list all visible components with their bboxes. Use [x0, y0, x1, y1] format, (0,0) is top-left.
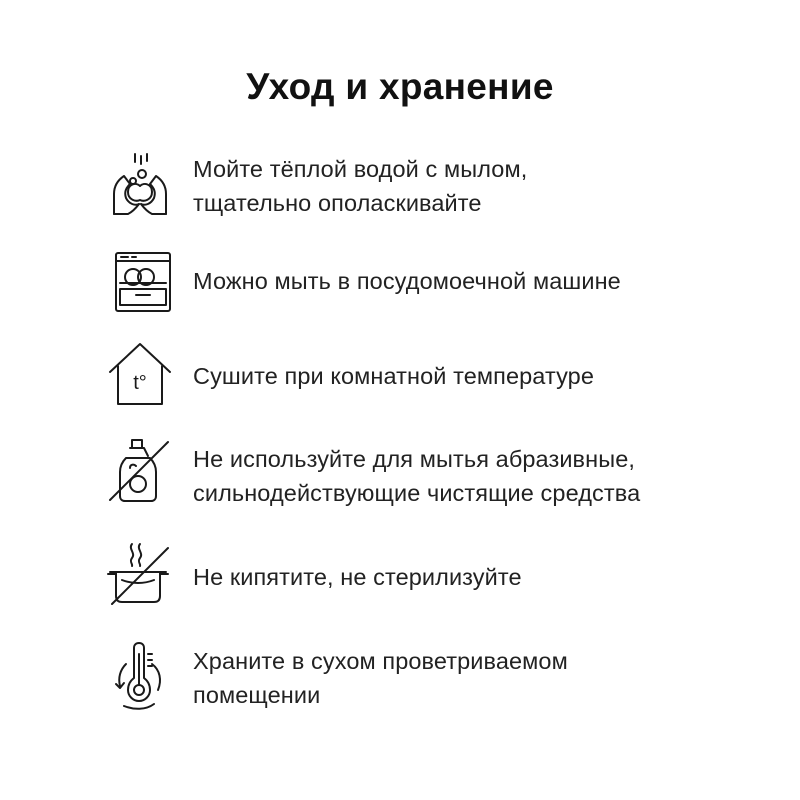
care-item-no-boiling — [106, 540, 746, 610]
care-item-line: Не кипятите, не стерилизуйте — [193, 564, 522, 590]
care-item-dry-storage — [106, 640, 746, 710]
no-boiling-icon — [106, 540, 172, 610]
care-item-dishwasher — [106, 247, 746, 317]
care-item-line: Храните в сухом проветриваемом — [193, 648, 568, 674]
care-item-text — [193, 644, 568, 712]
care-item-hand-wash — [106, 152, 746, 222]
house-temperature-label: t° — [133, 372, 147, 394]
care-item-text — [193, 359, 594, 393]
house-temperature-icon — [106, 340, 172, 410]
dry-storage-icon — [106, 640, 172, 710]
no-detergent-icon — [106, 436, 172, 506]
care-item-text — [193, 442, 640, 510]
care-item-text — [193, 560, 522, 594]
care-item-line: Не используйте для мытья абразивные, — [193, 446, 636, 472]
care-item-room-temperature — [106, 340, 746, 410]
hands-washing-icon — [106, 152, 172, 222]
care-item-text — [193, 264, 621, 298]
care-item-text — [193, 152, 527, 220]
page-title: Уход и хранение — [246, 66, 554, 107]
care-item-line: Мойте тёплой водой с мылом, — [193, 156, 528, 182]
dishwasher-icon — [106, 247, 172, 317]
care-item-line: Можно мыть в посудомоечной машине — [193, 268, 621, 294]
care-item-line: Сушите при комнатной температуре — [193, 363, 595, 389]
care-item-no-abrasives — [106, 436, 746, 506]
care-item-line: помещении — [193, 682, 321, 708]
care-item-line: тщательно ополаскивайте — [193, 190, 482, 216]
care-item-line: сильнодействующие чистящие средства — [193, 480, 641, 506]
